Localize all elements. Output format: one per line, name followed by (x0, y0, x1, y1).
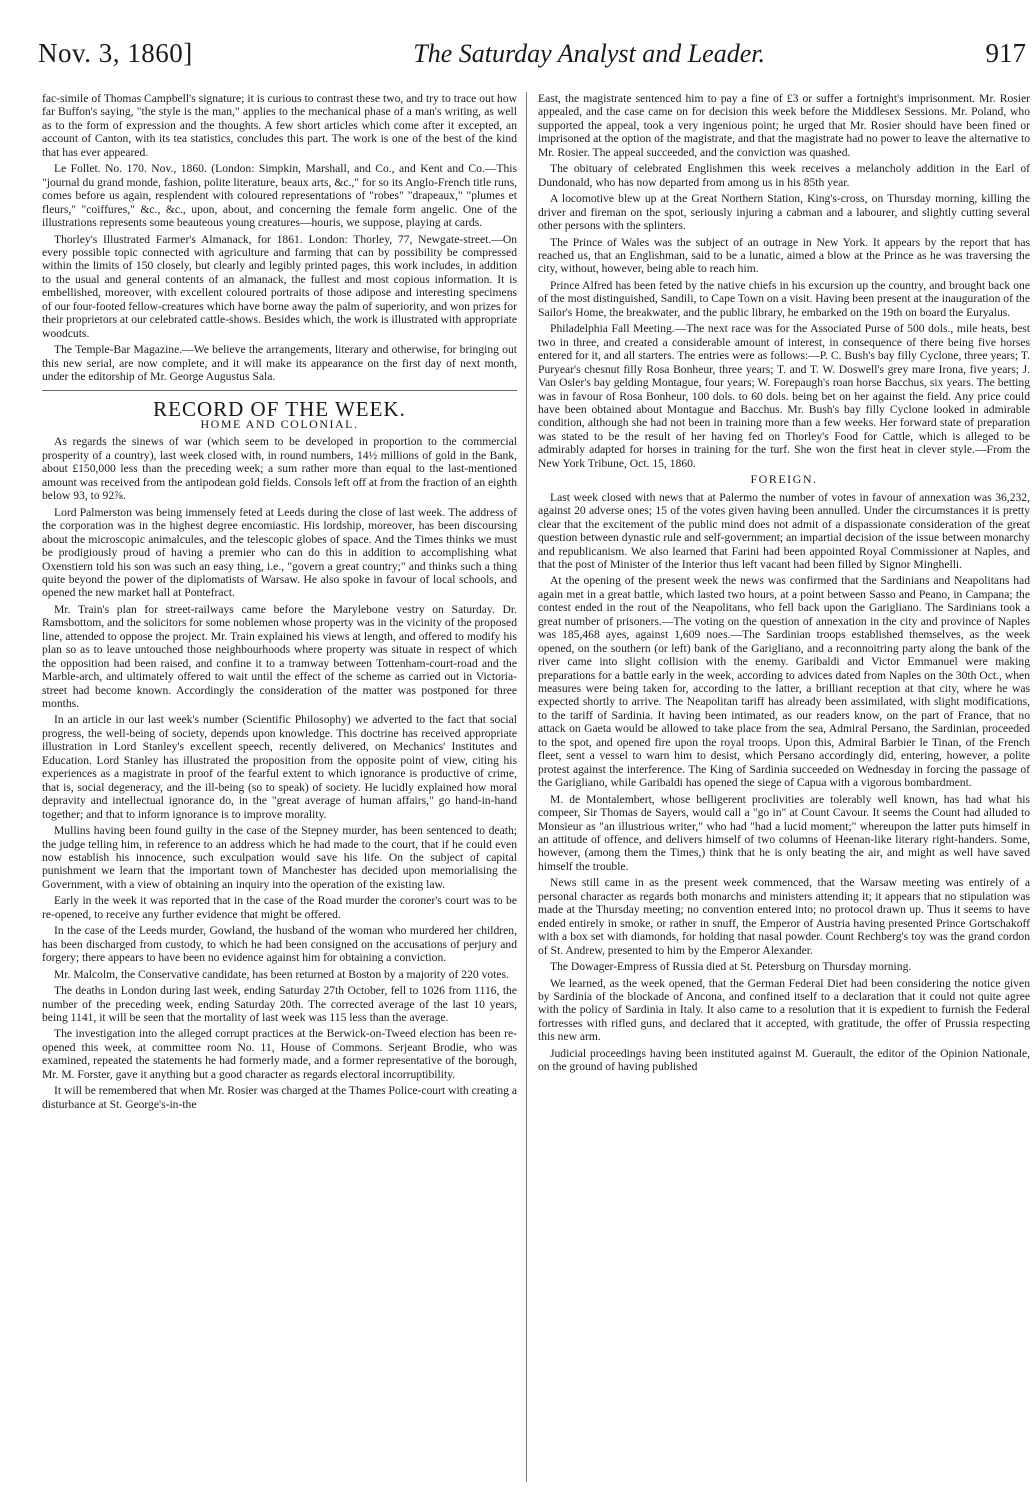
news-paragraph: The Prince of Wales was the subject of an outrage in New York. It appears by the report that has reached us, that an Englishman, said to be a lunatic, aimed a blow at the Prince as he was traversing the city, without, however, being able to reach him. (538, 235, 1030, 276)
news-paragraph: Mr. Malcolm, the Conservative candidate, has been returned at Boston by a majority of 220 votes. (54, 967, 509, 981)
news-paragraph: It will be remembered that when Mr. Rosier was charged at the Thames Police-court with creating a disturbance at St. George's-in-the (42, 1084, 517, 1111)
left-column (42, 92, 517, 1114)
news-paragraph: In an article in our last week's number (Scientific Philosophy) we adverted to the fact that social progress, the well-being of society, depends upon knowledge. This doctrine has received appropriate illustration in Lord Stanley's excellent speech, recently delivered, on Mechanics' Institutes and Education. Lord Stanley has illustrated the proposition from the opposite point of view, citing his experiences as a magistrate in proof of the fearful extent to which ignorance is productive of crime, that is, social degeneracy, and the ill-being (so to speak) of society. He lucidly explained how moral depravity and intellectual ignorance do, in the "great average of human affairs," go hand-in-hand together; and that to inform ignorance is to improve morality. (42, 713, 517, 821)
review-paragraph: Thorley's Illustrated Farmer's Almanack, for 1861. London: Thorley, 77, Newgate-street.—On every possible topic connected with agriculture and farming that can by possibility be compressed within the limits of 150 closely, but clearly and legibly printed pages, this work includes, in addition to the usual and general contents of an almanack, the fullest and most copious information. It is embellished, moreover, with excellent coloured portraits of those adipose and interesting specimens of our four-footed fellow-creatures which have borne away the palm of superiority, and won prizes for their proprietors at our celebrated cattle-shows. Besides which, the work is illustrated with appropriate woodcuts. (42, 232, 517, 340)
foreign-paragraph: We learned, as the week opened, that the German Federal Diet had been considering the notice given by Sardinia of the blockade of Ancona, and confined itself to a declaration that it could not quite agree with the policy of Sardinia in Italy. It also came to a resolution that it is expedient to furnish the Federal fortresses with rifled guns, and declared that it accepted, with gratitude, the offer of Prussia respecting this new arm. (538, 976, 1030, 1044)
page-header (38, 38, 1026, 82)
news-paragraph: East, the magistrate sentenced him to pay a fine of £3 or suffer a fortnight's imprisonment. Mr. Rosier appealed, and the case came on for decision this week before the Middlesex Sessions. Mr. Poland, who supported the appeal, took a very ingenious point; he urged that Mr. Rosier should have been fined or imprisoned at the option of the magistrate, and that the magistrate had no power to leave the alternative to Mr. Rosier. The appeal succeeded, and the conviction was quashed. (538, 92, 1030, 159)
foreign-paragraph: Last week closed with news that at Palermo the number of votes in favour of annexation was 36,232, against 20 adverse ones; 15 of the votes given having been annulled. Under the circumstances it is pretty clear that the excitement of the public mind does not admit of a dispassionate consideration of the great question between dynastic rule and self-government; an impartial decision of the issue between monarchy and republicanism. We also learned that Farini had been appointed Royal Commissioner at Naples, and that the post of Minister of the Interior thus left vacant had been filled by Signor Minghelli. (538, 490, 1030, 571)
foreign-paragraph: Judicial proceedings having been instituted against M. Guerault, the editor of the Opinion Nationale, on the ground of having published (538, 1046, 1030, 1074)
review-paragraph: fac-simile of Thomas Campbell's signature; it is curious to contrast these two, and try to trace out how far Buffon's saying, "the style is the man," applies to the mechanical phase of a man's writing, as well as to the form of expression and the thoughts. A few short articles which come after it excepted, an account of Canton, with its tea statistics, concludes this part. The work is one of the best of the kind that has ever appeared. (42, 92, 517, 159)
section-subtitle: HOME AND COLONIAL. (200, 416, 359, 431)
news-paragraph: The deaths in London during last week, ending Saturday 27th October, fell to 1026 from 1116, the number of the preceding week, ending Saturday 20th. The corrected average of the last 10 years, being 1141, it will be seen that the mortality of last week was 115 less than the average. (42, 984, 517, 1024)
review-paragraph: Le Follet. No. 170. Nov., 1860. (London: Simpkin, Marshall, and Co., and Kent and Co.—This "journal du grand monde, fashion, polite literature, beaux arts, &c.," for so its Anglo-French title runs, comes before us again, resplendent with coloured representations of "robes" "drapeaux," "plumes et fleurs," "coiffures," &c., &c., upon, about, and concerning the female form angelic. One of the illustrations represents some beauteous young creatures—houris, we suppose, playing at cards. (42, 162, 517, 230)
section-title: RECORD OF THE WEEK. (153, 396, 406, 421)
news-paragraph: In the case of the Leeds murder, Gowland, the husband of the woman who murdered her children, has been discharged from custody, to which he had been consigned on the accusations of perjury and forgery; there appears to have been no evidence against him for obtaining a conviction. (42, 924, 517, 965)
foreign-paragraph: At the opening of the present week the news was confirmed that the Sardinians and Neapolitans had again met in a great battle, which lasted two hours, at a point between Sasso and Peano, in Campana; the contest ended in the rout of the Neapolitans, who fell back upon the Garigliano. The Sardinians took a great number of prisoners.—The voting on the question of annexation in the city and province of Naples was 185,468 ayes, against 1,609 noes.—The Sardinian troops established themselves, as the week opened, on the southern (or left) bank of the Garigliano, and a reconnoitring party along the bank of the river came into slight collision with the enemy. Garibaldi and Victor Emmanuel were making preparations for a battle early in the week, according to advices dated from Naples on the 30th Oct., when measures were being taken for, according to the latter, a brilliant reception at that city, where he was expected shortly to arrive. The Neapolitan tariff has already been assimilated, with slight modifications, to the tariff of Sardinia. It having been intimated, as our readers know, on the part of France, that no attack on Gaeta would be allowed to take place from the sea, Admiral Persano, the Sardinian, proceeded to the spot, and opened fire upon the royal troops. Upon this, Admiral Barbier le Tinan, of the French fleet, sent a vessel to warn him to desist, which Persano accordingly did, entering, however, a polite protest against the interference. The King of Sardinia succeeded on Wednesday in forcing the passage of the Garigliano, while Garibaldi has opened the siege of Capua with a vigorous bombardment. (538, 574, 1030, 790)
news-paragraph: Mr. Train's plan for street-railways came before the Marylebone vestry on Saturday. Dr. Ramsbottom, and the solicitors for some noblemen whose property was in the vicinity of the proposed line, attended to oppose the project. Mr. Train explained his views at length, and offered to modify his plan so as to leave untouched those neighbourhoods where property was situate in respect of which the opposition had been raised, and confine it to a tramway between Tottenham-court-road and the Marble-arch, and ultimately offered to wait until the effect of the scheme as carried out in Victoria-street had become known. Accordingly the consideration of the matter was postponed for three months. (42, 602, 517, 711)
foreign-paragraph: The Dowager-Empress of Russia died at St. Petersburg on Thursday morning. (550, 960, 912, 974)
right-column (538, 92, 1030, 1077)
news-paragraph: A locomotive blew up at the Great Northern Station, King's-cross, on Thursday morning, killing the driver and fireman on the spot, seriously injuring a cabman and a labourer, and slightly cutting several other persons with the splinters. (538, 192, 1030, 233)
section-heading-block (42, 390, 517, 432)
column-divider (526, 92, 527, 1482)
page-number: 917 (985, 38, 1026, 68)
publication-title: The Saturday Analyst and Leader. (413, 39, 765, 68)
news-paragraph: As regards the sinews of war (which seem to be developed in proportion to the commercial prosperity of a country), last week closed with, in round numbers, 14½ millions of gold in the Bank, about £150,000 less than the preceding week; a sum rather more than equal to the last-mentioned amount was received from the antipodean gold fields. Consols left off at from the fraction of an eighth below 93, to 92⅞. (42, 435, 517, 503)
foreign-paragraph: M. de Montalembert, whose belligerent proclivities are tolerably well known, has had what his compeer, Sir Thomas de Sayers, would call a "go in" at Count Cavour. It seems the Count had alluded to Monsieur as "an illustrious writer," who had "had a lucid moment;" whereupon the latter puts himself in an attitude of offence, and delivers himself of two columns of Heenan-like literary right-handers. Some, however, (among them the Times,) think that he is only beating the air, and might as well have saved himself the trouble. (538, 792, 1030, 873)
news-paragraph: The investigation into the alleged corrupt practices at the Berwick-on-Tweed election has been re-opened this week, at committee room No. 11, House of Commons. Serjeant Brodie, who was examined, repeated the statements he had formerly made, and a former representative of the borough, Mr. M. Forster, gave it anything but a good character as regards electoral incorruptibility. (42, 1027, 517, 1081)
news-paragraph: Prince Alfred has been feted by the native chiefs in his excursion up the country, and brought back one of the most distinguished, Sandili, to Cape Town on a visit. Having been present at the inauguration of the Sailor's Home, the breakwater, and the public library, he embarked on the 19th on board the Euryalus. (538, 278, 1030, 319)
news-paragraph: Early in the week it was reported that in the case of the Road murder the coroner's court was to be re-opened, to receive any further evidence that might be offered. (42, 894, 517, 921)
news-paragraph: Lord Palmerston was being immensely feted at Leeds during the close of last week. The address of the corporation was in the highest degree encomiastic. His lordship, moreover, has been discoursing about the microscopic animalcules, and the telescopic globes of space. And the Times thinks we must be prodigiously proud of having a premier who can do this in addition to accomplishing what Oxenstiern told his son was such an easy thing, i.e., "govern a great country;" and thinks such a thing quite beyond the power of the diplomatists of Warsaw. He also spoke in favour of local schools, and opened the new market hall at Pontefract. (42, 505, 517, 600)
issue-date: Nov. 3, 1860] (38, 38, 193, 68)
news-paragraph: The obituary of celebrated Englishmen this week receives a melancholy addition in the Earl of Dundonald, who has now departed from among us in his 85th year. (538, 162, 1030, 189)
foreign-paragraph: News still came in as the present week commenced, that the Warsaw meeting was entirely of a personal character as regards both monarchs and ministers attending it; it appears that no stipulation was made at the Thursday meeting; no convention entered into; no protocol drawn up. Thus it seems to have ended entirely in smoke, or rather in snuff, the Emperor of Austria having presented Prince Gortschakoff with a box set with diamonds, for holding that nasal powder. Count Rechberg's toy was the grand cordon of St. Andrew, presented to him by the Emperor Alexander. (538, 876, 1030, 957)
news-paragraph: Philadelphia Fall Meeting.—The next race was for the Associated Purse of 500 dols., mile heats, best two in three, and created a considerable amount of interest, in consequence of there being five horses entered for it, and all starters. The entries were as follows:—P. C. Bush's bay filly Cyclone, three years; T. Puryear's chesnut filly Rosa Bonheur, three years; T. and T. W. Doswell's grey mare Irona, five years; J. Van Osler's bay gelding Montague, four years; W. Forepaugh's roan horse Bacchus, six years. The betting was in favour of Rosa Bonheur, 100 dols. to 60 dols. being bet on her against the field. Any price could have been obtained about Montague and Bacchus. Mr. Bush's bay filly Cyclone looked in admirable condition, although she had not been in training more than a few weeks. Her forward state of preparation was stated to be the result of her having fed on Thorley's Food for Cattle, which is alleged to be admirably adapted for horses in training for the turf. She won the first heat in clever style.—From the New York Tribune, Oct. 15, 1860. (538, 322, 1030, 470)
review-paragraph: The Temple-Bar Magazine.—We believe the arrangements, literary and otherwise, for bringing out this new serial, are now complete, and it will make its appearance on the first day of next month, under the editorship of Mr. George Augustus Sala. (42, 343, 517, 384)
foreign-subtitle: FOREIGN. (750, 472, 818, 487)
news-paragraph: Mullins having been found guilty in the case of the Stepney murder, has been sentenced to death; the judge telling him, in reference to an address which he had made to the court, that if he could even now establish his innocence, such exculpation would save his life. On the subject of capital punishment we learn that the important town of Manchester has decided upon memorialising the Government, with a view of obtaining an inquiry into the operation of the existing law. (42, 824, 517, 891)
